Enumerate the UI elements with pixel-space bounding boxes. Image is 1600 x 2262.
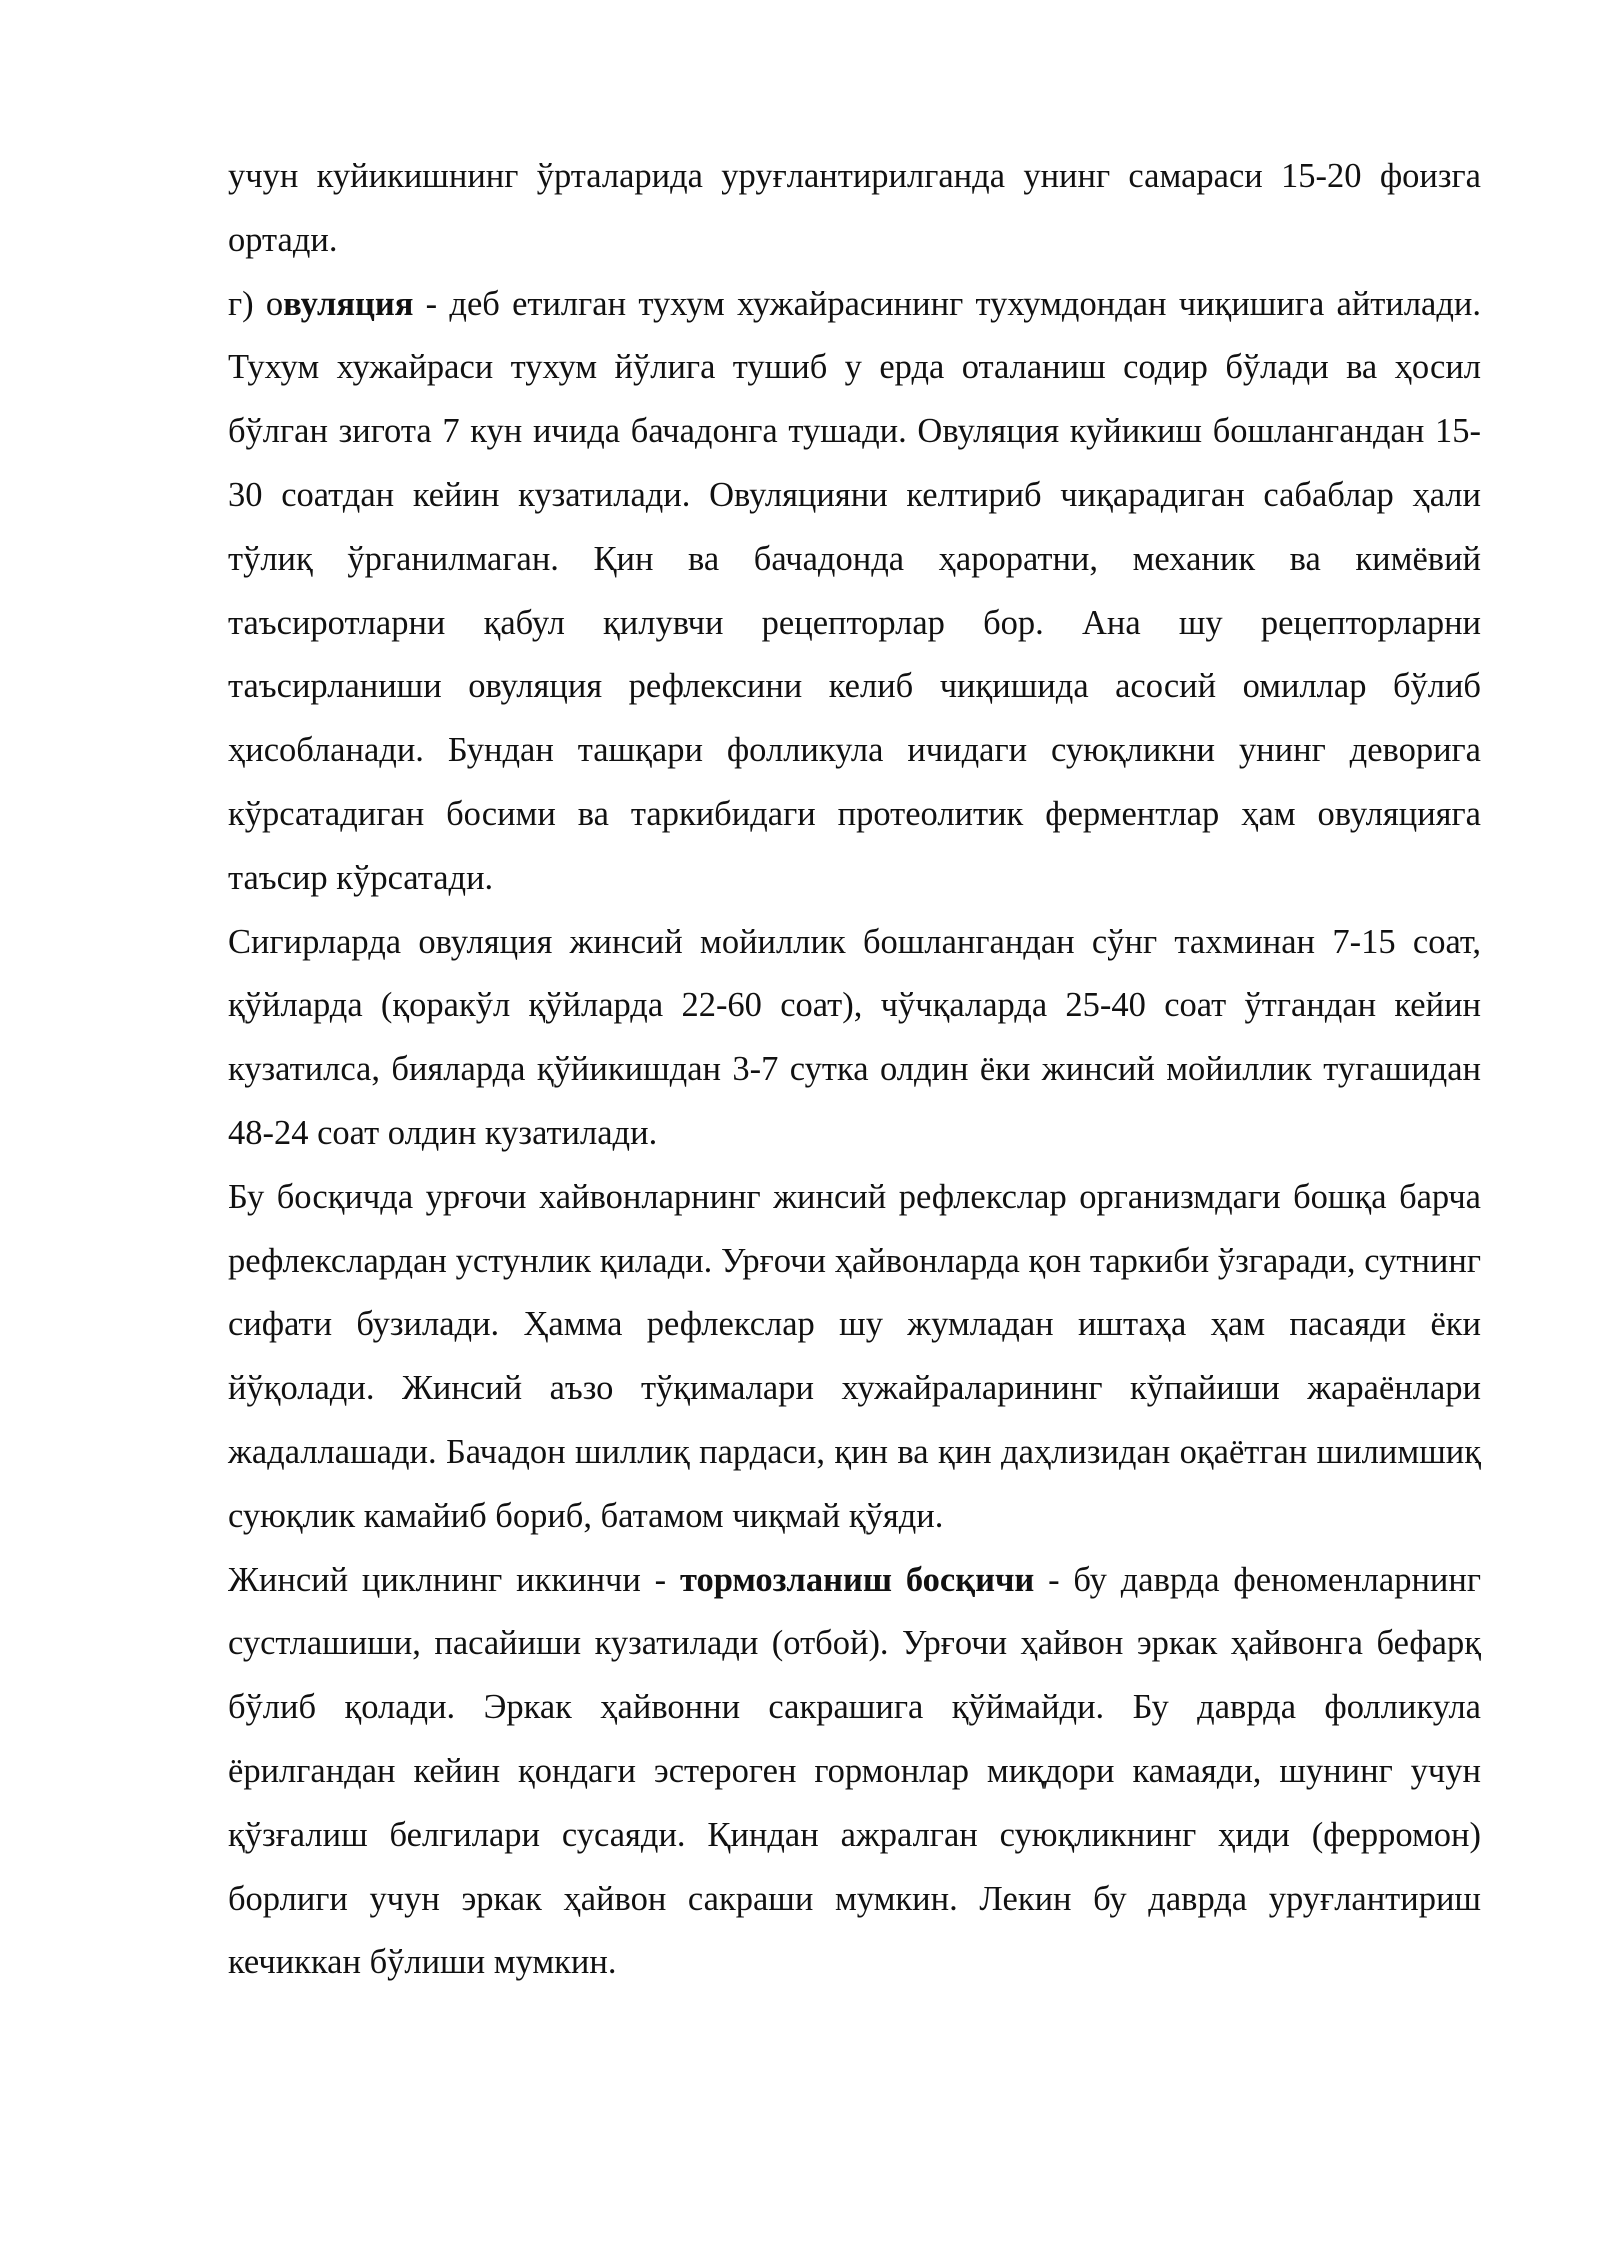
- paragraph-ovulation-text: - деб етилган тухум хужайрасининг тухумдондан чиқишига айтилади. Тухум хужайраси тухум йўлига тушиб у ерда оталаниш содир бўлади ва ҳосил бўлган зигота 7 кун ичида бачадонга тушади. Овуляция куйикиш бошлангандан 15-30 соатдан кейин кузатилади. Овуляцияни келтириб чиқарадиган сабаблар ҳали тўлиқ ўрганилмаган. Қин ва бачадонда ҳароратни, механик ва кимёвий таъсиротларни қабул қилувчи рецепторлар бор. Ана шу рецепторларни таъсирланиши овуляция рефлексини келиб чиқишида асосий омиллар бўлиб ҳисобланади. Бундан ташқари фолликула ичидаги суюқликни унинг деворига кўрсатадиган босими ва таркибидаги протеолитик ферментлар ҳам овуляцияга таъсир кўрсатади.: [228, 284, 1482, 897]
- paragraph-ovulation-timing: Сигирларда овуляция жинсий мойиллик бошлангандан сўнг тахминан 7-15 соат, қўйларда (қоракўл қўйларда 22-60 соат), чўчқаларда 25-40 соат ўтгандан кейин кузатилса, бияларда қўйикишдан 3-7 сутка олдин ёки жинсий мойиллик тугашидан 48-24 соат олдин кузатилади.: [228, 922, 1481, 1152]
- paragraph-insemination: учун куйикишнинг ўрталарида уруғлантирилганда унинг самараси 15-20 фоизга ортади.: [228, 157, 1481, 259]
- term-ovulation: вуляция: [283, 284, 414, 323]
- paragraph-inhibition-text: - бу даврда феноменларнинг сустлашиши, пасайиши кузатилади (отбой). Урғочи ҳайвон эркак ҳайвонга бефарқ бўлиб қолади. Эркак ҳайвонни сакрашига қўймайди. Бу даврда фолликула ёрилгандан кейин қондаги эстероген гормонлар миқдори камаяди, шунинг учун қўзғалиш белгилари сусаяди. Қиндан ажралган суюқликнинг ҳиди (ферромон) борлиги учун эркак ҳайвон сакраши мумкин. Лекин бу даврда уруғлантириш кечиккан бўлиши мумкин.: [228, 1560, 1481, 1982]
- paragraph-inhibition-prefix: Жинсий циклнинг иккинчи -: [228, 1560, 680, 1599]
- paragraph-stage-reflexes: Бу босқичда урғочи хайвонларнинг жинсий рефлекслар организмдаги бошқа барча рефлекслардан устунлик қилади. Урғочи ҳайвонларда қон таркиби ўзгаради, сутнинг сифати бузилади. Ҳамма рефлекслар шу жумладан иштаҳа ҳам пасаяди ёки йўқолади. Жинсий аъзо тўқималари хужайраларининг кўпайиши жараёнлари жадаллашади. Бачадон шиллиқ пардаси, қин ва қин даҳлизидан оқаётган шилимшиқ суюқлик камайиб бориб, батамом чиқмай қўяди.: [228, 1177, 1481, 1535]
- paragraph-ovulation-prefix: г) о: [228, 284, 284, 323]
- paragraph-ovulation: [228, 273, 1481, 911]
- paragraph-inhibition-stage: [228, 1549, 1481, 1996]
- document-page: [228, 145, 1481, 1995]
- term-inhibition-stage: тормозланиш босқичи: [679, 1560, 1035, 1599]
